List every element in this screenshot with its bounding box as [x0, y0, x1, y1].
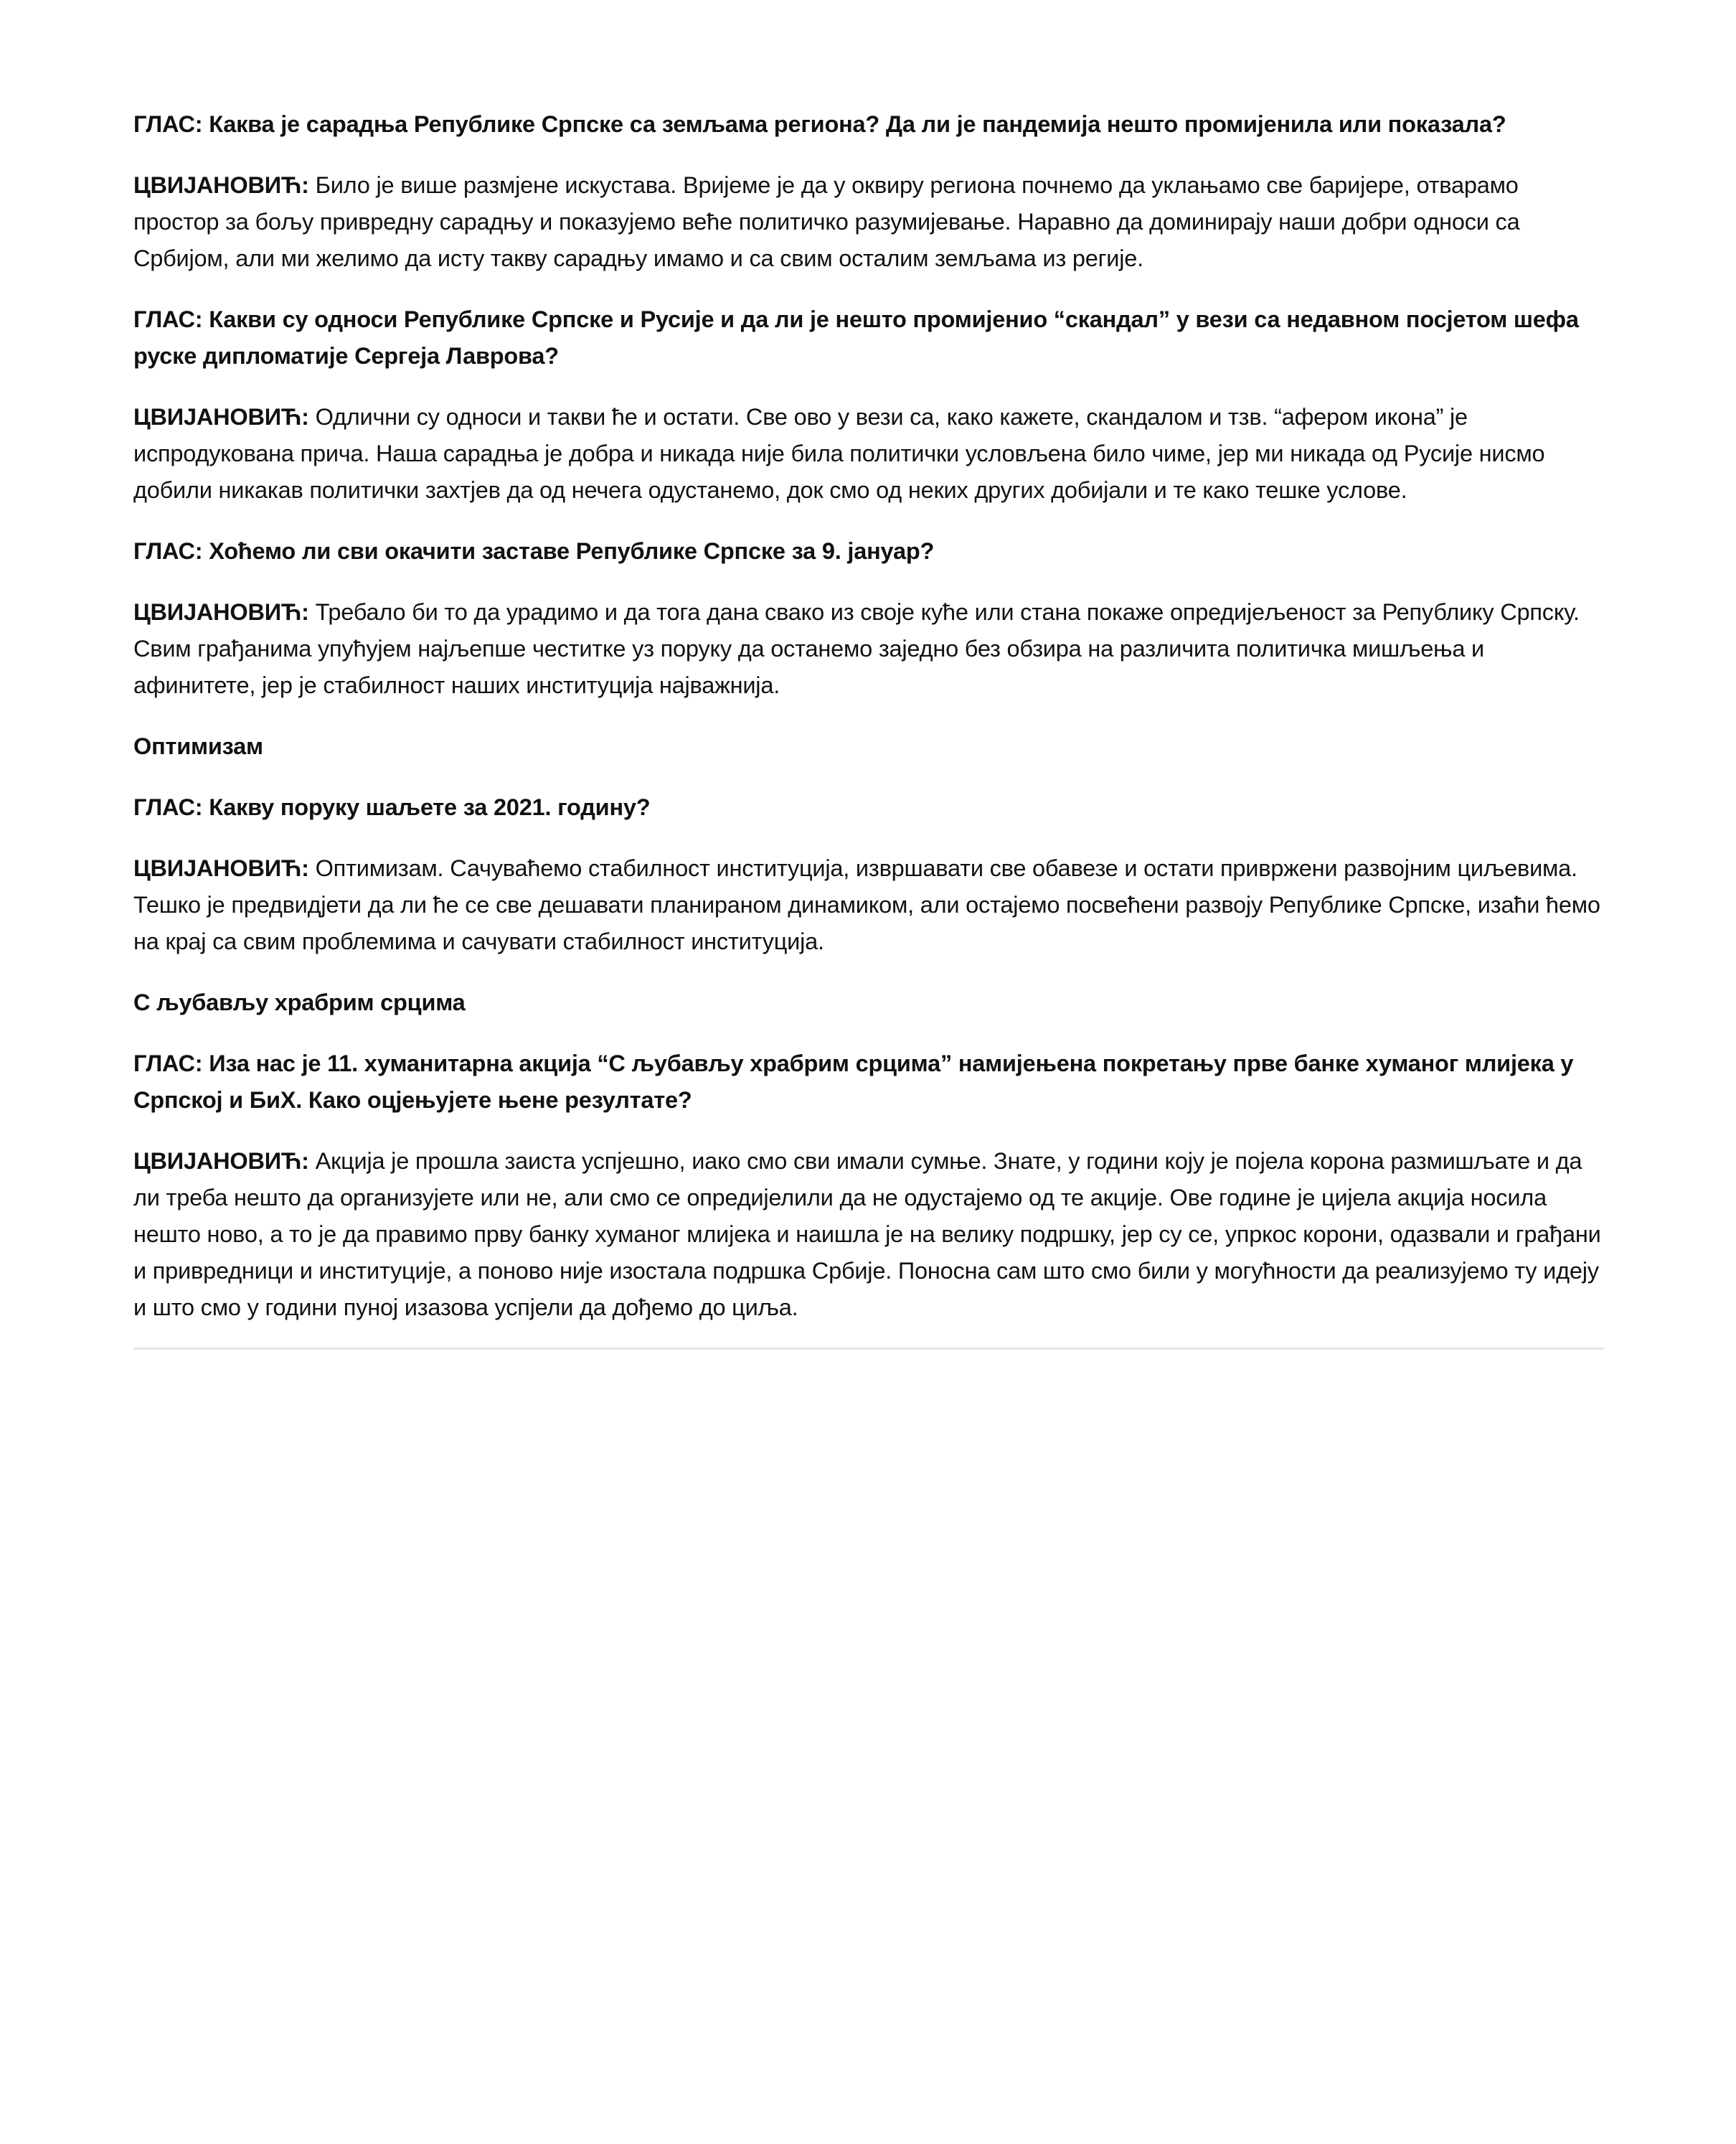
section-heading: С љубављу храбрим срцима [133, 989, 466, 1015]
question-paragraph: ГЛАС: Каква је сарадња Републике Српске са земљама региона? Да ли је пандемија нешто промијенила или показала? [133, 111, 1506, 137]
answer-text: Требало би то да урадимо и да тога дана свако из своје куће или стана покаже опредијељеност за Републику Српску. Свим грађанима упућујем најљепше честитке уз поруку да останемо заједно без обзира на различита политичка мишљења и афинитете, јер је стабилност наших институција најважнија. [133, 599, 1580, 698]
answer-paragraph [133, 1143, 1604, 1326]
question-paragraph: ГЛАС: Хоћемо ли сви окачити заставе Републике Српске за 9. јануар? [133, 538, 935, 564]
speaker-name: ЦВИЈАНОВИЋ: [133, 855, 309, 881]
speaker-name: ЦВИЈАНОВИЋ: [133, 599, 309, 625]
question-paragraph: ГЛАС: Иза нас је 11. хуманитарна акција “С љубављу храбрим срцима” намијењена покретању прве банке хуманог млијека у Српској и БиХ. Како оцјењујете њене резултате? [133, 1050, 1574, 1113]
article-end-divider [133, 1348, 1604, 1350]
speaker-name: ЦВИЈАНОВИЋ: [133, 1148, 309, 1174]
speaker-name: ЦВИЈАНОВИЋ: [133, 404, 309, 430]
answer-text: Акција је прошла заиста успјешно, иако смо сви имали сумње. Знате, у години коју је појела корона размишљате и да ли треба нешто да организујете или не, али смо се опредијелили да не одустајемо од те акције. Ове године је цијела акција носила нешто ново, а то је да правимо прву банку хуманог млијека и наишла је на велику подршку, јер су се, упркос корони, одазвали и грађани и привредници и институције, а поново није изостала подршка Србије. Поносна сам што смо били у могућности да реализујемо ту идеју и што смо у години пуној изазова успјели да дођемо до циља. [133, 1148, 1601, 1320]
question-paragraph: ГЛАС: Какви су односи Републике Српске и Русије и да ли је нешто промијенио “скандал” у вези са недавном посјетом шефа руске дипломатије Сергеја Лаврова? [133, 306, 1579, 369]
answer-paragraph [133, 850, 1604, 960]
answer-text: Оптимизам. Сачуваћемо стабилност институција, извршавати све обавезе и остати привржени развојним циљевима. Тешко је предвидјети да ли ће се све дешавати планираном динамиком, али остајемо посвећени развоју Републике Српске, изаћи ћемо на крај са свим проблемима и сачувати стабилност институција. [133, 855, 1600, 954]
section-heading: Оптимизам [133, 733, 263, 759]
answer-paragraph [133, 399, 1604, 509]
answer-paragraph [133, 167, 1604, 277]
answer-paragraph [133, 594, 1604, 704]
speaker-name: ЦВИЈАНОВИЋ: [133, 172, 309, 198]
answer-text: Одлични су односи и такви ће и остати. Све ово у вези са, како кажете, скандалом и тзв. “афером икона” је испродукована прича. Наша сарадња је добра и никада није била политички условљена било чиме, јер ми никада од Русије нисмо добили никакав политички захтјев да од нечега одустанемо, док смо од неких других добијали и те како тешке услове. [133, 404, 1545, 503]
answer-text: Било је више размјене искустава. Вријеме је да у оквиру региона почнемо да уклањамо све баријере, отварамо простор за бољу привредну сарадњу и показујемо веће политичко разумијевање. Наравно да доминирају наши добри односи са Србијом, али ми желимо да исту такву сарадњу имамо и са свим осталим земљама из регије. [133, 172, 1520, 271]
article-body [133, 106, 1604, 1350]
question-paragraph: ГЛАС: Какву поруку шаљете за 2021. годину? [133, 794, 651, 820]
